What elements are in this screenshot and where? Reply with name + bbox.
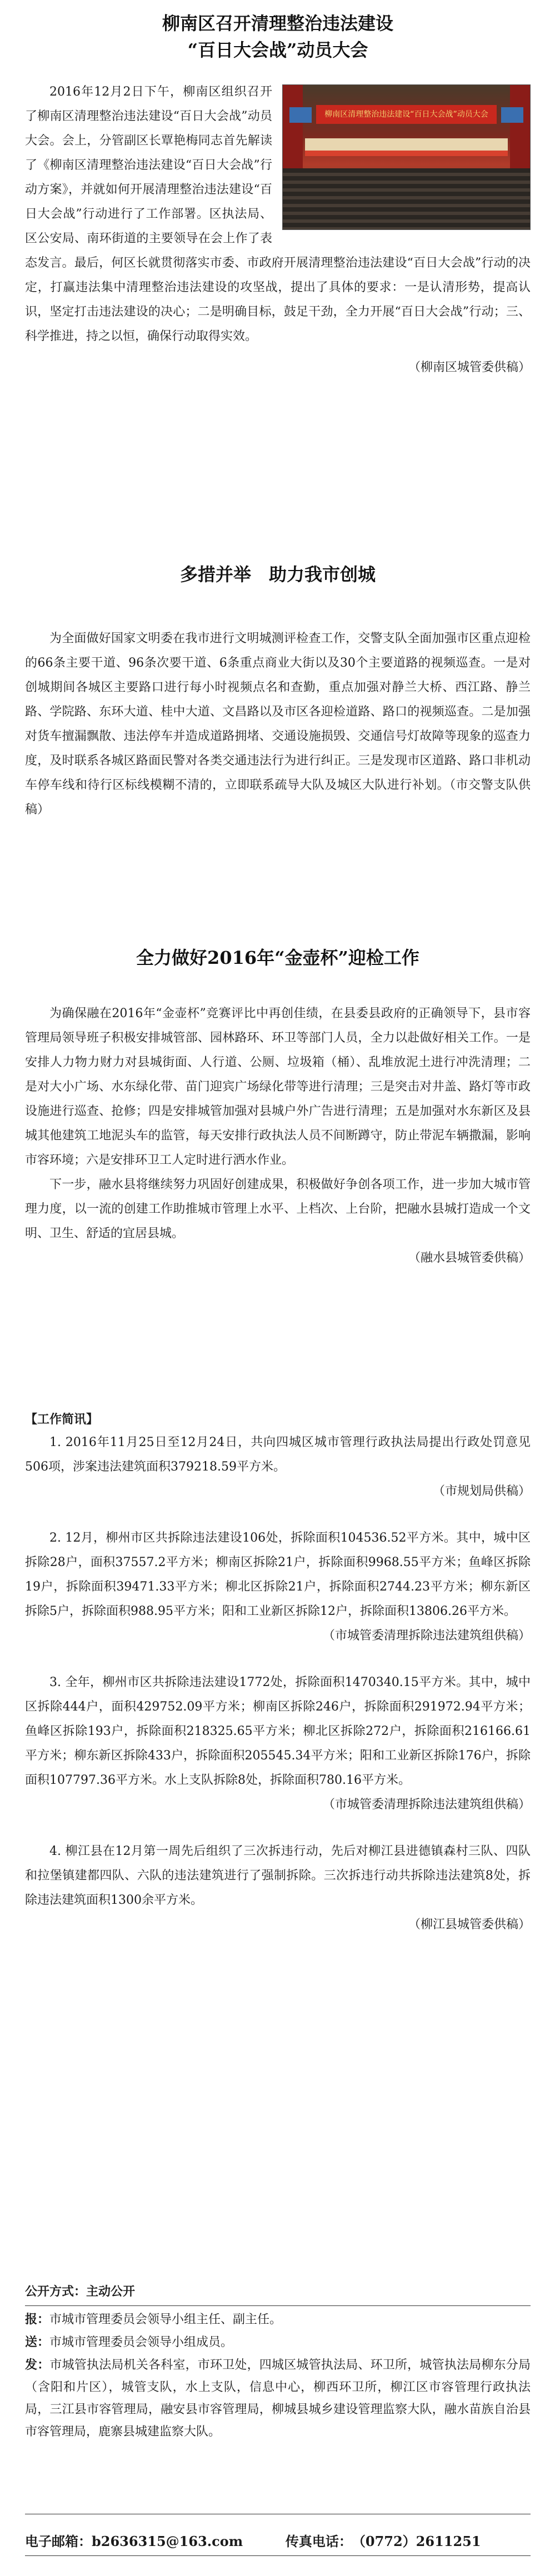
send-value: 市城市管理委员会领导小组成员。 <box>49 2335 233 2349</box>
report-value: 市城市管理委员会领导小组主任、副主任。 <box>49 2313 282 2327</box>
issue-label: 发： <box>25 2358 50 2372</box>
article-source: （柳南区城管委供稿） <box>408 361 531 374</box>
divider <box>25 2305 531 2306</box>
fax-value: （0772）2611251 <box>352 2533 481 2549</box>
article-liunan-mobilization <box>25 10 531 380</box>
divider <box>25 2555 531 2556</box>
article-body: 为全面做好国家文明委在我市进行文明城测评检查工作，交警支队全面加强市区重点迎检的66条主要干道、96条次要干道、6条重点商业大街以及30个主要道路的视频巡查。一是对创城期间各城区主要路口进行每小时视频点名和查勤，重点加强对静兰大桥、西江路、静兰路、学院路、东环大道、桂中大道、文昌路以及市区各迎检道路、路口的视频巡查。二是加强对货车擅漏飘散、违法停车并造成道路拥堵、交通设施损毁、交通信号灯故障等现象的巡查力度，及时联系各城区路面民警对各类交通违法行为进行纠正。三是发现市区道路、路口非机动车停车线和待行区标线模糊不清的，立即联系疏导大队及城区大队进行补划。（市交警支队供稿） <box>25 632 531 817</box>
fax-label: 传真电话： <box>285 2533 352 2549</box>
report-label: 报： <box>25 2312 50 2327</box>
article-traffic-police <box>25 561 531 822</box>
article-body: 2016年12月2日下午，柳南区组织召开了柳南区清理整治违法建设“百日大会战”动员大会。会上，分管副区长覃艳梅同志首先解读了《柳南区清理整治违法建设“百日大会战”行动方案》，并就如何开展清理整治违法建设“百日大会战”行动进行了工作部署。区执法局、区公安局、南环街道的主要领导在会上作了表态发言。最后，何区长就贯彻落实市委、市政府开展清理整治违法建设“百日大会战”行动的决定，打赢违法集中清理整治违法建设的攻坚战，提出了具体的要求：一是认清形势，提高认识，坚定打击违法建设的决心；二是明确目标，鼓足干劲，全力开展“百日大会战”行动；三、科学推进，持之以恒，确保行动取得实效。 <box>25 85 531 343</box>
distribution-list <box>25 2308 531 2443</box>
brief-source: （柳江县城管委供稿） <box>408 1918 531 1932</box>
email-label: 电子邮箱： <box>25 2533 92 2549</box>
photo-banner: 柳南区清理整治违法建设“百日大会战”动员大会 <box>316 105 497 124</box>
brief-item <box>25 1526 531 1648</box>
send-row <box>25 2331 531 2354</box>
contact-row <box>25 2530 531 2550</box>
article-title: 多措并举 助力我市创城 <box>179 564 376 585</box>
article-source: （融水县城管委供稿） <box>408 1251 531 1265</box>
article-title: 柳南区召开清理整治违法建设 <box>162 13 393 34</box>
brief-item <box>25 1670 531 1817</box>
brief-source: （市城管委清理拆除违法建筑组供稿） <box>322 1629 531 1643</box>
issue-value: 市城管执法局机关各科室，市环卫处，四城区城管执法局、环卫所，城管执法局柳东分局（含阳和片区），城管支队，水上支队，信息中心，柳西环卫所，柳江区市容管理行政执法局，三江县市容管理局，融安县市容管理局，柳城县城乡建设管理监察大队，融水苗族自治县市容管理局，鹿寨县城建监察大队。 <box>25 2358 531 2439</box>
email-link[interactable]: b2636315@163.com <box>92 2533 243 2549</box>
brief-text: 2. 12月，柳州市区共拆除违法建设106处，拆除面积104536.52平方米。其中，城中区拆除28户，面积37557.2平方米；柳南区拆除21户，拆除面积9968.55平方米；鱼峰区拆除19户，拆除面积39471.33平方米；柳北区拆除21户，拆除面积2744.23平方米；柳东新区拆除5户，拆除面积988.95平方米；阳和工业新区拆除12户，拆除面积13806.26平方米。 <box>25 1531 531 1618</box>
disclosure-label: 公开方式： <box>25 2284 87 2299</box>
disclosure-row <box>25 2280 531 2303</box>
report-row <box>25 2308 531 2331</box>
article-body-next-step: 下一步，融水县将继续努力巩固好创建成果，积极做好争创各项工作，进一步加大城市管理力度，以一流的创建工作助推城市管理上水平、上档次、上台阶，把融水县城打造成一个文明、卫生、舒适的宜居县城。 <box>25 1178 531 1241</box>
article-rongshui-inspection <box>25 944 531 1271</box>
article-title: 全力做好2016年“金壶杯”迎检工作 <box>136 947 419 968</box>
send-label: 送： <box>25 2335 50 2349</box>
brief-text: 3. 全年，柳州市区共拆除违法建设1772处，拆除面积1470340.15平方米。其中，城中区拆除444户，面积429752.09平方米；柳南区拆除246户，拆除面积291972.94平方米；鱼峰区拆除193户，拆除面积218325.65平方米；柳北区拆除272户，拆除面积216166.61平方米；柳东新区拆除433户，拆除面积205545.34平方米；阳和工业新区拆除176户，拆除面积107797.36平方米。水上支队拆除8处，拆除面积780.16平方米。 <box>25 1675 531 1787</box>
brief-item <box>25 1839 531 1937</box>
disclosure-value: 主动公开 <box>86 2284 136 2299</box>
distribution-block <box>25 2280 531 2303</box>
issue-row <box>25 2354 531 2443</box>
briefs-heading: 【工作简讯】 <box>25 1412 99 1427</box>
brief-item <box>25 1430 531 1504</box>
article-body: 为确保融在2016年“金壶杯”竞赛评比中再创佳绩，在县委县政府的正确领导下，县市容管理局领导班子积极安排城管部、园林路环、环卫等部门人员，全力以赴做好相关工作。一是安排人力物力财力对县城街面、人行道、公厕、垃圾箱（桶）、乱堆放泥土进行冲洗清理；二是对大小广场、水东绿化带、苗门迎宾广场绿化带等进行清理；三是突击对井盖、路灯等市政设施进行巡查、抢修；四是安排城管加强对县城户外广告进行清理；五是加强对水东新区及县城其他建筑工地泥头车的监管，每天安排行政执法人员不间断蹲守，防止带泥车辆撒漏，影响市容环境；六是安排环卫工人定时进行洒水作业。 <box>25 1007 531 1167</box>
conference-photo <box>282 84 531 230</box>
article-subtitle: “百日大会战”动员大会 <box>187 39 368 61</box>
work-briefs <box>25 1408 531 1959</box>
brief-text: 1. 2016年11月25日至12月24日，共向四城区城市管理行政执法局提出行政处罚意见506项，涉案违法建筑面积379218.59平方米。 <box>25 1435 531 1474</box>
brief-source: （市规划局供稿） <box>432 1484 531 1498</box>
brief-source: （市城管委清理拆除违法建筑组供稿） <box>322 1798 531 1812</box>
brief-text: 4. 柳江县在12月第一周先后组织了三次拆违行动，先后对柳江县进德镇森村三队、四队和拉堡镇建都四队、六队的违法建筑进行了强制拆除。三次拆违行动共拆除违法建筑8处，拆除违法建筑面积1300余平方米。 <box>25 1844 531 1907</box>
